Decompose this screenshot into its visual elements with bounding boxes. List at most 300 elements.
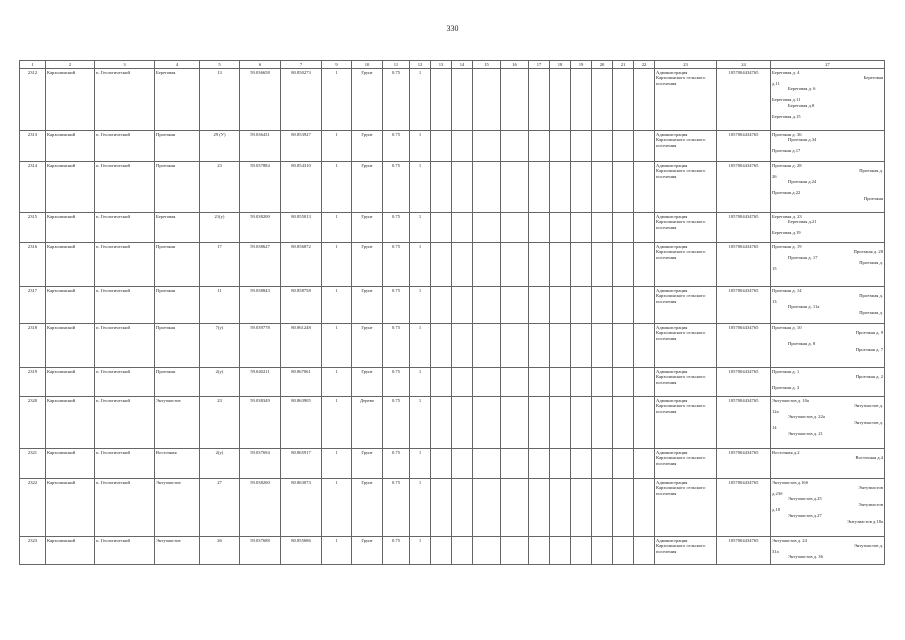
table-cell: Проезжая <box>155 243 200 287</box>
table-cell <box>431 162 452 213</box>
table-cell <box>550 537 571 565</box>
table-cell <box>550 131 571 162</box>
table-cell: п. Геологический <box>95 162 155 213</box>
table-cell <box>613 287 634 324</box>
table-cell <box>613 397 634 449</box>
table-cell <box>634 213 655 243</box>
table-cell: Проезжая <box>155 131 200 162</box>
table-cell: 1 <box>322 287 352 324</box>
table-cell: Кархолинский <box>46 69 95 131</box>
table-cell: Кархолинский <box>46 324 95 368</box>
table-cell: 80.863073 <box>281 479 322 537</box>
table-cell <box>501 213 529 243</box>
table-cell: 59.038200 <box>240 213 281 243</box>
table-cell: 26 <box>200 537 240 565</box>
column-number-header: 10 <box>352 61 383 69</box>
house-address: д.11 <box>772 80 780 86</box>
table-cell: Администрация Кархолинского сельского поселения <box>655 368 717 397</box>
house-address: 14 <box>772 425 777 431</box>
table-cell: Грунт <box>352 162 383 213</box>
table-cell: 2318 <box>20 324 46 368</box>
table-cell <box>529 162 550 213</box>
house-addresses-cell <box>771 537 885 565</box>
table-cell: 59.038843 <box>240 287 281 324</box>
table-cell <box>571 162 592 213</box>
table-cell: 2323 <box>20 537 46 565</box>
table-cell: 1 <box>322 324 352 368</box>
house-address: 12а <box>772 408 779 414</box>
table-cell: 0.75 <box>383 449 410 479</box>
table-cell: 21(у) <box>200 213 240 243</box>
house-address: Проезжая д. <box>859 260 883 266</box>
table-cell <box>529 287 550 324</box>
table-cell: 1 <box>410 162 431 213</box>
house-address: Проезжая д. 1 <box>772 368 800 374</box>
table-cell <box>473 162 501 213</box>
table-cell: 59.040211 <box>240 368 281 397</box>
table-cell: 59.038349 <box>240 397 281 449</box>
table-cell: 0.75 <box>383 324 410 368</box>
table-cell <box>473 243 501 287</box>
table-cell: Кархолинский <box>46 397 95 449</box>
table-cell: Грунт <box>352 243 383 287</box>
table-cell <box>571 397 592 449</box>
table-cell <box>550 69 571 131</box>
table-cell: п. Геологический <box>95 368 155 397</box>
table-cell <box>592 368 613 397</box>
column-number-header: 12 <box>410 61 431 69</box>
table-cell: 7(у) <box>200 324 240 368</box>
house-address: Береговая д. 4 <box>772 69 800 75</box>
table-cell <box>452 131 473 162</box>
table-cell <box>431 287 452 324</box>
table-cell <box>613 537 634 565</box>
table-cell <box>529 479 550 537</box>
table-cell: 2(у) <box>200 368 240 397</box>
table-row <box>20 243 885 287</box>
table-cell: 1 <box>410 479 431 537</box>
table-cell <box>501 69 529 131</box>
table-cell <box>452 537 473 565</box>
table-cell <box>571 243 592 287</box>
table-cell: 1 <box>410 69 431 131</box>
table-cell: 1 <box>410 213 431 243</box>
table-cell: 23 <box>200 397 240 449</box>
table-cell <box>613 243 634 287</box>
table-cell: Грунт <box>352 324 383 368</box>
table-row <box>20 162 885 213</box>
house-addresses-cell <box>771 213 885 243</box>
table-cell <box>592 397 613 449</box>
table-cell: 1 <box>410 449 431 479</box>
table-cell: 1 <box>410 397 431 449</box>
table-cell <box>431 243 452 287</box>
house-address: Проезжая д. 19 <box>772 243 802 249</box>
table-cell <box>550 449 571 479</box>
table-cell <box>592 324 613 368</box>
table-cell <box>431 449 452 479</box>
house-addresses-cell <box>771 69 885 131</box>
table-cell: Проезжая <box>155 324 200 368</box>
table-cell <box>613 213 634 243</box>
table-cell <box>529 449 550 479</box>
table-cell <box>452 479 473 537</box>
table-cell <box>529 69 550 131</box>
table-cell: Проезжая <box>155 162 200 213</box>
table-cell: Администрация Кархолинского сельского поселения <box>655 243 717 287</box>
table-cell: 0.75 <box>383 213 410 243</box>
table-cell: Кархолинский <box>46 537 95 565</box>
house-address: Проезжая д. 9 <box>855 330 883 336</box>
table-cell: 2313 <box>20 131 46 162</box>
table-cell <box>473 537 501 565</box>
table-row <box>20 449 885 479</box>
table-cell: Кархолинский <box>46 131 95 162</box>
table-cell: Администрация Кархолинского сельского поселения <box>655 537 717 565</box>
house-address: Энтузиастов д. <box>853 543 883 549</box>
table-cell: 59.037884 <box>240 162 281 213</box>
table-cell: Грунт <box>352 368 383 397</box>
table-cell: 0.75 <box>383 162 410 213</box>
house-address: Проезжая д. 7 <box>855 346 883 352</box>
table-cell <box>613 69 634 131</box>
table-cell <box>501 449 529 479</box>
house-addresses-cell <box>771 162 885 213</box>
table-cell <box>452 324 473 368</box>
table-cell <box>473 479 501 537</box>
table-cell <box>550 368 571 397</box>
column-number-header: 22 <box>634 61 655 69</box>
table-cell: п. Геологический <box>95 243 155 287</box>
table-row <box>20 324 885 368</box>
house-address: Энтузиастов д. 22а <box>788 414 825 420</box>
table-cell <box>431 479 452 537</box>
table-cell: Кархолинский <box>46 449 95 479</box>
house-address: Береговая д.8 <box>788 103 815 109</box>
table-cell <box>501 479 529 537</box>
table-cell <box>473 324 501 368</box>
column-number-header: 7 <box>281 61 322 69</box>
table-cell: Грунт <box>352 479 383 537</box>
table-cell <box>592 131 613 162</box>
table-cell <box>634 324 655 368</box>
house-address: Береговая д. 23 <box>772 213 802 219</box>
table-cell: Восточная <box>155 449 200 479</box>
table-cell <box>431 397 452 449</box>
table-cell: 1 <box>322 397 352 449</box>
table-cell: 0.75 <box>383 368 410 397</box>
house-address: Проезжая д.22 <box>772 190 801 196</box>
table-cell <box>501 131 529 162</box>
table-cell: Береговая <box>155 69 200 131</box>
house-addresses-cell <box>771 131 885 162</box>
table-cell <box>592 479 613 537</box>
table-cell: 1057004434765 <box>717 131 771 162</box>
table-cell: 80.867061 <box>281 368 322 397</box>
house-address: Энтузиастов <box>858 485 883 491</box>
house-address: д.18 <box>772 507 781 513</box>
table-cell <box>529 324 550 368</box>
table-cell <box>550 243 571 287</box>
house-address: Энтузиастов д.25 <box>788 496 822 502</box>
table-cell: 1 <box>322 449 352 479</box>
table-cell <box>571 324 592 368</box>
house-address: Проезжая д. 2 <box>855 374 883 380</box>
house-address: 13 <box>772 298 777 304</box>
table-cell: 2320 <box>20 397 46 449</box>
house-address: Проезжая д. 17 <box>788 254 818 260</box>
column-number-header: 2 <box>46 61 95 69</box>
table-cell: 0.75 <box>383 69 410 131</box>
table-cell <box>634 287 655 324</box>
table-cell: 1 <box>322 537 352 565</box>
table-cell <box>634 243 655 287</box>
table-cell <box>550 479 571 537</box>
table-cell <box>529 131 550 162</box>
table-cell: 1057004434765 <box>717 213 771 243</box>
table-cell: 27 <box>200 479 240 537</box>
table-cell <box>592 213 613 243</box>
house-address: Проезжая д.24 <box>788 179 817 185</box>
table-cell: 1057004434765 <box>717 397 771 449</box>
table-cell: Энтузиастов <box>155 537 200 565</box>
column-number-header: 23 <box>655 61 717 69</box>
table-row <box>20 537 885 565</box>
table-cell <box>431 213 452 243</box>
table-cell: 2(у) <box>200 449 240 479</box>
table-cell <box>550 397 571 449</box>
table-cell: Кархолинский <box>46 368 95 397</box>
table-cell: Кархолинский <box>46 213 95 243</box>
house-address: Проезжая д. 28 <box>772 162 802 168</box>
table-cell: Администрация Кархолинского сельского поселения <box>655 213 717 243</box>
table-cell: Энтузиастов <box>155 479 200 537</box>
column-number-header: 6 <box>240 61 281 69</box>
house-addresses-cell <box>771 368 885 397</box>
table-cell <box>452 69 473 131</box>
table-cell: Проезжая <box>155 368 200 397</box>
table-cell: 1057004434765 <box>717 368 771 397</box>
table-cell <box>634 162 655 213</box>
column-number-header: 16 <box>501 61 529 69</box>
table-row <box>20 213 885 243</box>
table-cell <box>613 449 634 479</box>
column-number-header: 3 <box>95 61 155 69</box>
table-cell: 80.855686 <box>281 537 322 565</box>
table-cell: Администрация Кархолинского сельского поселения <box>655 69 717 131</box>
table-cell: 1 <box>410 368 431 397</box>
table-cell: 1 <box>410 287 431 324</box>
table-cell: 1057004434765 <box>717 243 771 287</box>
table-cell: 17 <box>200 243 240 287</box>
house-address: 26 <box>772 173 777 179</box>
table-cell <box>634 69 655 131</box>
table-cell: 80.863905 <box>281 397 322 449</box>
house-address: Береговая д.21 <box>788 219 817 225</box>
house-address: Проезжая д. 11а <box>788 304 820 310</box>
table-cell: 29 (У) <box>200 131 240 162</box>
table-row <box>20 368 885 397</box>
column-number-header: 9 <box>322 61 352 69</box>
table-cell <box>452 368 473 397</box>
house-address: Восточная д.2 <box>772 449 800 455</box>
table-cell: 59.039778 <box>240 324 281 368</box>
table-cell <box>550 287 571 324</box>
table-cell: 80.850273 <box>281 69 322 131</box>
house-addresses-cell <box>771 287 885 324</box>
table-cell: 1 <box>322 213 352 243</box>
house-address: Энтузиастов д. <box>853 403 883 409</box>
table-cell: 1057004434765 <box>717 479 771 537</box>
table-cell: 2322 <box>20 479 46 537</box>
table-cell: Кархолинский <box>46 287 95 324</box>
table-cell: 0.75 <box>383 287 410 324</box>
house-addresses-cell <box>771 397 885 449</box>
table-cell: п. Геологический <box>95 69 155 131</box>
table-cell: 1 <box>322 162 352 213</box>
house-address: Проезжая д. 10 <box>772 324 802 330</box>
table-cell: Администрация Кархолинского сельского поселения <box>655 397 717 449</box>
house-address: Береговая <box>863 75 883 81</box>
table-cell <box>592 162 613 213</box>
table-cell <box>592 449 613 479</box>
house-address: Энтузиастов д. 10а <box>772 397 809 403</box>
table-cell <box>452 287 473 324</box>
table-cell <box>529 243 550 287</box>
table-cell <box>592 69 613 131</box>
table-cell: 59.037694 <box>240 449 281 479</box>
table-cell <box>529 537 550 565</box>
table-cell <box>473 368 501 397</box>
house-address: Энтузиастов д.27 <box>788 513 822 519</box>
table-cell <box>550 213 571 243</box>
table-cell <box>613 162 634 213</box>
table-cell: 1 <box>410 243 431 287</box>
house-address: Береговая д.19 <box>772 230 801 236</box>
table-cell <box>571 131 592 162</box>
house-address: Береговая д.11 <box>772 97 801 103</box>
table-cell: 1057004434765 <box>717 69 771 131</box>
table-cell: Энтузиастов <box>155 397 200 449</box>
house-address: Береговая д. 6 <box>788 86 816 92</box>
table-cell <box>431 131 452 162</box>
table-cell <box>571 287 592 324</box>
table-cell <box>473 397 501 449</box>
column-number-header: 27 <box>771 61 885 69</box>
house-address: Проезжая д. 36 <box>772 131 802 137</box>
house-addresses-cell <box>771 479 885 537</box>
table-cell <box>571 213 592 243</box>
table-cell: 1 <box>322 69 352 131</box>
table-cell: 1 <box>410 131 431 162</box>
table-cell: 2319 <box>20 368 46 397</box>
table-cell <box>634 449 655 479</box>
table-cell: Дерево <box>352 397 383 449</box>
table-cell: 80.865917 <box>281 449 322 479</box>
house-address: Энтузиастов д. 21 <box>788 431 823 437</box>
table-cell: Грунт <box>352 449 383 479</box>
table-cell: 1 <box>410 324 431 368</box>
table-cell: Администрация Кархолинского сельского поселения <box>655 287 717 324</box>
table-cell: 0.75 <box>383 479 410 537</box>
table-cell <box>501 287 529 324</box>
table-cell: Кархолинский <box>46 243 95 287</box>
table-cell: 1 <box>322 131 352 162</box>
table-cell: 0.75 <box>383 397 410 449</box>
column-number-header: 13 <box>431 61 452 69</box>
column-number-header: 11 <box>383 61 410 69</box>
house-addresses-cell <box>771 324 885 368</box>
table-cell <box>473 213 501 243</box>
table-cell: п. Геологический <box>95 324 155 368</box>
table-cell <box>613 479 634 537</box>
house-address: Проезжая д. <box>859 293 883 299</box>
table-cell <box>473 287 501 324</box>
house-address: Проезжая д.34 <box>788 137 817 143</box>
house-address: Энтузиастов <box>858 501 883 507</box>
table-cell <box>452 213 473 243</box>
table-cell <box>634 397 655 449</box>
table-cell: Проезжая <box>155 287 200 324</box>
table-cell <box>592 537 613 565</box>
house-address: Проезжая д. 14 <box>772 287 802 293</box>
table-cell: Администрация Кархолинского сельского поселения <box>655 162 717 213</box>
house-address: Проезжая д. <box>859 168 883 174</box>
table-cell: п. Геологический <box>95 537 155 565</box>
table-cell: Грунт <box>352 213 383 243</box>
table-cell: 59.036431 <box>240 131 281 162</box>
table-cell: 1057004434765 <box>717 449 771 479</box>
table-cell: 13 <box>200 69 240 131</box>
table-cell: 0.75 <box>383 243 410 287</box>
table-cell <box>452 243 473 287</box>
table-cell: Грунт <box>352 537 383 565</box>
table-cell: 80.855013 <box>281 213 322 243</box>
table-cell: 80.856872 <box>281 243 322 287</box>
table-cell: Грунт <box>352 287 383 324</box>
column-number-header: 18 <box>550 61 571 69</box>
table-cell <box>550 162 571 213</box>
table-cell: 2315 <box>20 213 46 243</box>
table-cell <box>473 69 501 131</box>
table-cell: 23 <box>200 162 240 213</box>
table-cell <box>529 213 550 243</box>
table-cell <box>501 397 529 449</box>
road-register-table <box>19 60 885 565</box>
column-number-header: 21 <box>613 61 634 69</box>
house-address: Восточная д.4 <box>855 455 883 461</box>
table-cell <box>571 69 592 131</box>
table-cell: п. Геологический <box>95 287 155 324</box>
house-address: Энтузиастов д. 36 <box>788 554 823 560</box>
table-cell: 0.75 <box>383 131 410 162</box>
house-address: Проезжая д. <box>859 309 883 315</box>
house-address: Энтузиастов д. 24 <box>772 537 807 543</box>
table-cell: Грунт <box>352 131 383 162</box>
table-cell: 59.036658 <box>240 69 281 131</box>
house-address: Проезжая д. 3 <box>772 385 800 391</box>
house-address: Проезжая <box>863 196 883 202</box>
table-cell <box>634 131 655 162</box>
table-cell <box>501 243 529 287</box>
table-cell: 0.75 <box>383 537 410 565</box>
column-number-header: 24 <box>717 61 771 69</box>
table-cell <box>571 449 592 479</box>
table-cell: 11 <box>200 287 240 324</box>
table-cell: п. Геологический <box>95 131 155 162</box>
table-cell <box>501 162 529 213</box>
house-address: Энтузиастов д.16б <box>772 479 809 485</box>
